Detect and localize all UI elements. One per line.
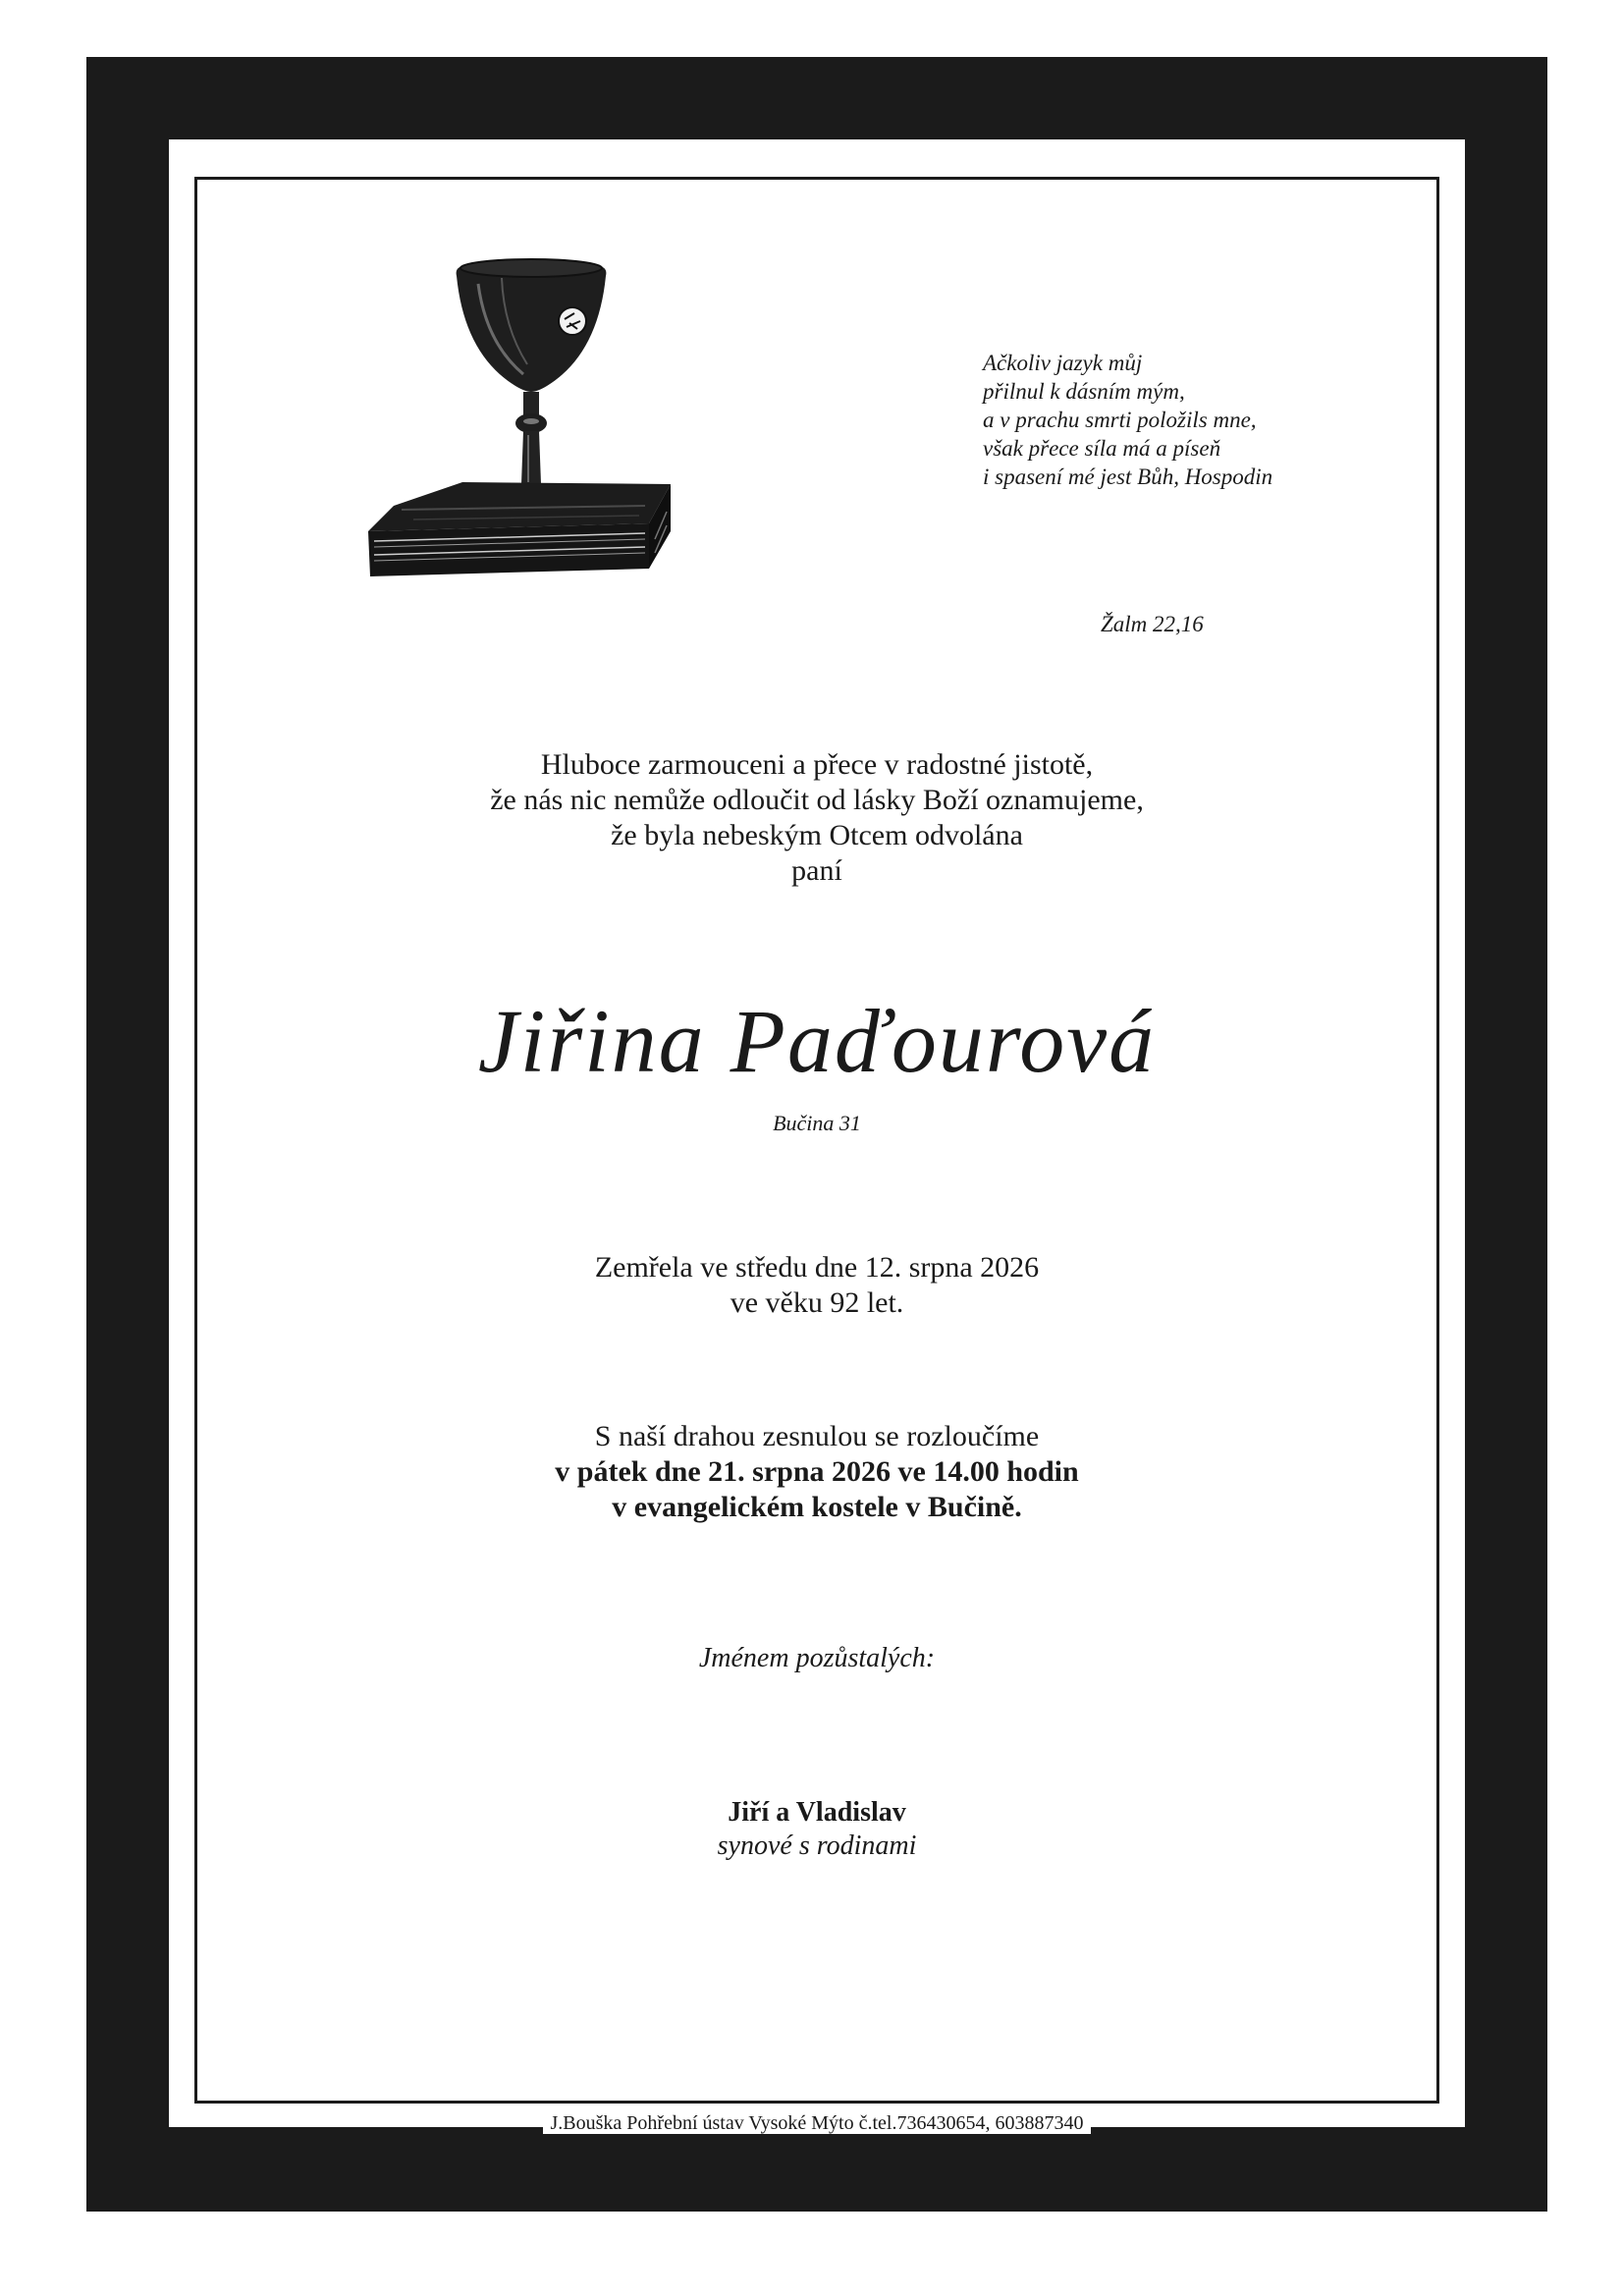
deceased-address: Bučina 31	[773, 1111, 861, 1135]
psalm-verse	[983, 349, 1272, 491]
farewell-intro-line: S naší drahou zesnulou se rozloučíme	[594, 1420, 1040, 1452]
farewell-place-line: v evangelickém kostele v Bučině.	[612, 1491, 1022, 1523]
psalm-line: a v prachu smrti položils mne,	[983, 408, 1257, 432]
death-info	[197, 1250, 1436, 1321]
signer-names: Jiří a Vladislav	[728, 1797, 906, 1828]
psalm-line: Ačkoliv jazyk můj	[983, 351, 1143, 375]
footer-text: J.Bouška Pohřební ústav Vysoké Mýto č.tel.736430654, 603887340	[543, 2112, 1092, 2134]
announcement-text	[197, 747, 1436, 889]
death-date-line: Zemřela ve středu dne 12. srpna 2026	[594, 1251, 1040, 1284]
white-band	[169, 139, 1465, 2127]
inner-border	[194, 177, 1439, 2104]
signers	[197, 1796, 1436, 1863]
psalm-line: i spasení mé jest Bůh, Hospodin	[983, 465, 1273, 489]
psalm-line: však přece síla má a píseň	[983, 436, 1221, 461]
psalm-reference: Žalm 22,16	[1101, 612, 1204, 636]
announcement-line: paní	[791, 854, 842, 887]
signer-relation: synové s rodinami	[717, 1831, 917, 1861]
deceased-name: Jiřina Paďourová	[477, 991, 1157, 1091]
psalm-line: přilnul k dásním mým,	[983, 379, 1185, 404]
announcement-line: Hluboce zarmouceni a přece v radostné jistotě,	[540, 748, 1094, 781]
on-behalf-label: Jménem pozůstalých:	[698, 1643, 936, 1673]
death-age-line: ve věku 92 let.	[730, 1286, 904, 1319]
chalice-on-bible-icon	[354, 248, 678, 582]
funeral-home-footer	[86, 2111, 1547, 2135]
announcement-line: že byla nebeským Otcem odvolána	[611, 819, 1023, 851]
announcement-line: že nás nic nemůže odloučit od lásky Boží oznamujeme,	[490, 784, 1144, 816]
mourning-frame	[86, 57, 1547, 2212]
farewell-info	[197, 1419, 1436, 1525]
farewell-date-line: v pátek dne 21. srpna 2026 ve 14.00 hodin	[555, 1455, 1079, 1488]
